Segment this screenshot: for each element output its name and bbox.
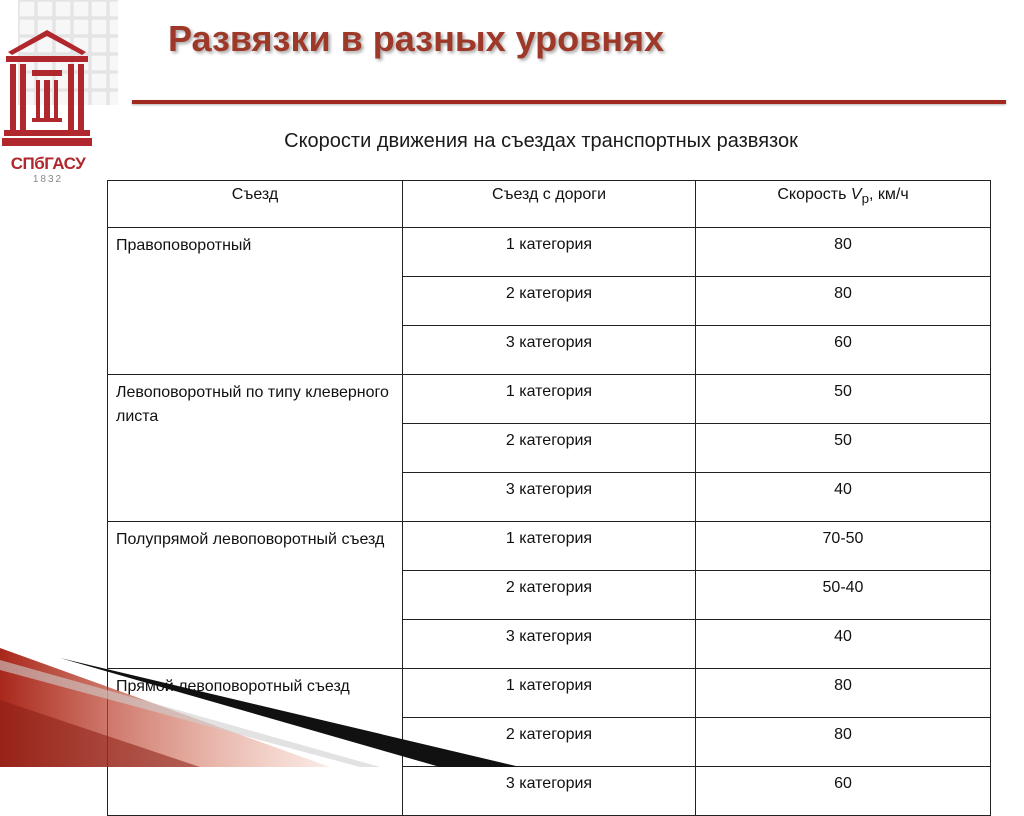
speed-cell: 40 [696, 473, 991, 522]
exit-type-cell: Полупрямой левоповоротный съезд [108, 522, 403, 669]
exit-type-cell: Прямой левоповоротный съезд [108, 669, 403, 816]
logo-text: СПбГАСУ [10, 154, 86, 173]
road-category-cell: 2 категория [403, 424, 696, 473]
road-category-cell: 2 категория [403, 571, 696, 620]
slide-title: Развязки в разных уровнях [168, 18, 665, 59]
road-category-cell: 1 категория [403, 375, 696, 424]
road-category-cell: 1 категория [403, 228, 696, 277]
header-from-road: Съезд с дороги [403, 181, 696, 228]
speed-cell: 50 [696, 424, 991, 473]
table-row [108, 228, 991, 277]
road-category-cell: 3 категория [403, 620, 696, 669]
speed-cell: 80 [696, 277, 991, 326]
road-category-cell: 2 категория [403, 718, 696, 767]
title-divider [132, 100, 1006, 104]
road-category-cell: 3 категория [403, 473, 696, 522]
header-speed [696, 181, 991, 228]
logo-year: 1832 [32, 174, 64, 185]
spbgasu-logo [0, 0, 120, 195]
header-speed-suffix: , км/ч [868, 186, 909, 203]
road-category-cell: 3 категория [403, 767, 696, 816]
road-category-cell: 3 категория [403, 326, 696, 375]
exit-type-cell: Правоповоротный [108, 228, 403, 375]
speed-cell: 50 [696, 375, 991, 424]
exit-type-cell: Левоповоротный по типу клеверного листа [108, 375, 403, 522]
speed-cell: 80 [696, 228, 991, 277]
road-category-cell: 1 категория [403, 669, 696, 718]
header-speed-sub: р [861, 191, 869, 207]
header-speed-var: V [850, 186, 862, 203]
speed-cell: 80 [696, 718, 991, 767]
table-row [108, 522, 991, 571]
table-header-row [108, 181, 991, 228]
speed-cell: 50-40 [696, 571, 991, 620]
speed-cell: 60 [696, 326, 991, 375]
header-exit: Съезд [108, 181, 403, 228]
road-category-cell: 2 категория [403, 277, 696, 326]
table-row [108, 375, 991, 424]
table-caption: Скорости движения на съездах транспортных развязок [284, 130, 798, 152]
decorative-swoosh [0, 630, 520, 767]
speed-cell: 80 [696, 669, 991, 718]
road-category-cell: 1 категория [403, 522, 696, 571]
speed-cell: 70-50 [696, 522, 991, 571]
header-speed-prefix: Скорость [777, 186, 851, 203]
speed-cell: 60 [696, 767, 991, 816]
speed-cell: 40 [696, 620, 991, 669]
